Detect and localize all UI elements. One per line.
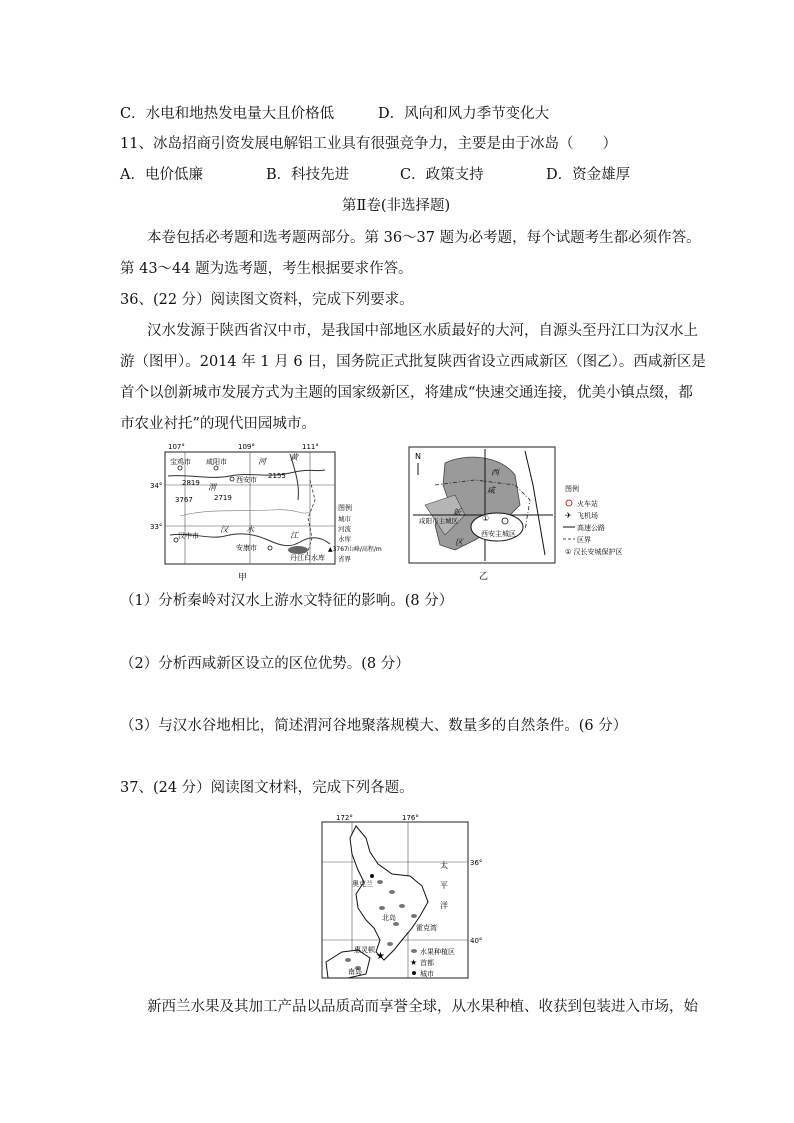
map-yi-caption: 乙 <box>479 572 489 582</box>
map-yi-north: N <box>415 452 421 461</box>
map-nz-north-island: 北岛 <box>382 914 396 922</box>
map-jia-lat-33: 33° <box>150 523 163 531</box>
q10-option-c: C．水电和地热发电量大且价格低 <box>120 106 335 122</box>
map-jia-peak-2819: 2819 <box>182 479 200 487</box>
q37-para-line1: 新西兰水果及其加工产品以品质高而享誉全球，从水果种植、收获到包装进入市场，始 <box>147 999 698 1015</box>
map-yi-label-xin: 新 <box>453 508 461 517</box>
q11-option-a: A．电价低廉 <box>120 167 203 183</box>
map-jia-legend-river: 河流 <box>338 525 351 533</box>
map-yi <box>405 445 675 585</box>
q11-option-d: D．资金雄厚 <box>546 167 631 183</box>
map-jia-legend-title: 图例 <box>338 504 352 512</box>
map-jia-city-baoji: 宝鸡市 <box>170 458 191 466</box>
map-yi-label-qu: 区 <box>455 538 463 547</box>
map-yi-xian-main: 西安主城区 <box>481 530 516 538</box>
q11-option-b: B．科技先进 <box>266 167 350 183</box>
map-yi-legend-station: 火车站 <box>577 500 598 508</box>
map-nz-ocean-1: 太 <box>440 861 448 870</box>
map-nz-city-wellington: 惠灵顿 <box>354 946 375 954</box>
map-yi-legend-site: ① 汉长安城保护区 <box>565 548 623 556</box>
q37-stem: 37、(24 分）阅读图文材料，完成下列各题。 <box>120 780 414 796</box>
map-jia-peak-2719: 2719 <box>214 494 232 502</box>
map-jia-lat-34: 34° <box>150 482 163 490</box>
map-nz-legend-star-icon: ★ <box>410 958 418 967</box>
map-new-zealand <box>318 812 488 984</box>
map-jia-lon-107: 107° <box>168 443 185 451</box>
map-jia-peak-2155: 2155 <box>268 472 286 480</box>
q10-option-d: D．风向和风力季节变化大 <box>378 106 550 122</box>
map-jia-city-ankang: 安康市 <box>236 544 257 552</box>
map-jia-legend-city: 城市 <box>338 515 351 523</box>
map-nz-city-auckland: 奥克兰 <box>352 880 373 888</box>
q36-para-line2: 游（图甲）。2014 年 1 月 6 日，国务院正式批复陕西省设立西咸新区（图乙）。西咸新区是 <box>120 354 706 370</box>
map-nz-legend-capital: 首都 <box>420 959 434 967</box>
map-yi-xianyang-main: 咸阳市主城区 <box>419 517 458 525</box>
map-nz-bay: 霍克湾 <box>416 924 437 932</box>
map-yi-legend-title: 图例 <box>565 485 579 493</box>
map-jia-city-hanzhong: 汉中市 <box>178 532 199 540</box>
map-jia-lon-109: 109° <box>238 443 255 451</box>
map-jia-legend-reservoir: 水库 <box>338 535 351 543</box>
map-jia-river-jiang: 江 <box>290 531 298 540</box>
map-jia-river-han: 汉 <box>220 525 228 534</box>
map-jia-river-he: 河 <box>258 457 266 466</box>
map-jia-legend-peak: ▲3767山峰/高程/m <box>328 546 382 553</box>
map-nz-lat-36: 36° <box>470 859 483 867</box>
map-yi-legend-highway: 高速公路 <box>577 524 605 532</box>
map-nz-lat-40: 40° <box>470 937 483 945</box>
map-jia-river-huang: 黄 <box>290 453 298 462</box>
map-jia-caption: 甲 <box>238 573 248 583</box>
map-yi-airport-icon: ✈ <box>565 511 572 520</box>
map-yi-label-xi: 西 <box>491 468 499 477</box>
map-nz-ocean-3: 洋 <box>440 901 448 910</box>
map-nz-legend-fruit: 水果种植区 <box>420 948 455 956</box>
q36-stem: 36、(22 分）阅读图文资料，完成下列要求。 <box>120 292 414 308</box>
map-yi-legend-airport: 飞机场 <box>577 512 598 520</box>
q11-option-c: C．政策支持 <box>400 167 484 183</box>
map-jia <box>150 440 382 585</box>
map-nz-legend-city: 城市 <box>420 970 434 978</box>
map-jia-city-xian: 西安市 <box>236 476 257 484</box>
map-nz-ocean-2: 平 <box>440 881 448 890</box>
part2-title: 第Ⅱ卷(非选择题) <box>342 198 451 214</box>
q36-sub-question-1: （1）分析秦岭对汉水上游水文特征的影响。(8 分） <box>120 593 454 609</box>
map-yi-legend-district: 区界 <box>577 536 591 544</box>
map-jia-river-shui: 水 <box>246 525 254 534</box>
q36-para-line3: 首个以创新城市发展方式为主题的国家级新区，将建成“快速交通连接，优美小镇点缀，都 <box>120 385 693 401</box>
map-nz-lon-172: 172° <box>336 814 353 822</box>
q36-para-line1: 汉水发源于陕西省汉中市，是我国中部地区水质最好的大河，自源头至丹江口为汉水上 <box>147 323 698 339</box>
map-yi-site-num: ① <box>482 514 490 523</box>
part2-intro-line1: 本卷包括必考题和选考题两部分。第 36～37 题为必考题，每个试题考生都必须作答。 <box>147 230 701 246</box>
map-jia-peak-3767: 3767 <box>175 496 193 504</box>
map-jia-reservoir: 丹江口水库 <box>290 554 325 562</box>
q36-para-line4: 市农业衬托”的现代田园城市。 <box>120 416 316 432</box>
part2-intro-line2: 第 43～44 题为选考题，考生根据要求作答。 <box>120 261 413 277</box>
map-jia-city-xianyang: 咸阳市 <box>206 458 227 466</box>
q36-sub-question-2: （2）分析西咸新区设立的区位优势。(8 分） <box>120 656 410 672</box>
map-nz-lon-176: 176° <box>402 814 419 822</box>
map-jia-legend-border: 省界 <box>338 555 351 563</box>
map-yi-label-xian: 咸 <box>487 486 495 495</box>
map-jia-lon-111: 111° <box>302 443 319 451</box>
q11-stem: 11、冰岛招商引资发展电解铝工业具有很强竞争力，主要是由于冰岛（ ） <box>120 136 617 152</box>
map-nz-south-island: 南岛 <box>348 968 362 976</box>
q36-sub-question-3: （3）与汉水谷地相比，简述渭河谷地聚落规模大、数量多的自然条件。(6 分） <box>120 718 628 734</box>
map-nz-capital-star-icon: ★ <box>376 951 385 962</box>
map-jia-river-wei: 渭 <box>208 483 216 492</box>
